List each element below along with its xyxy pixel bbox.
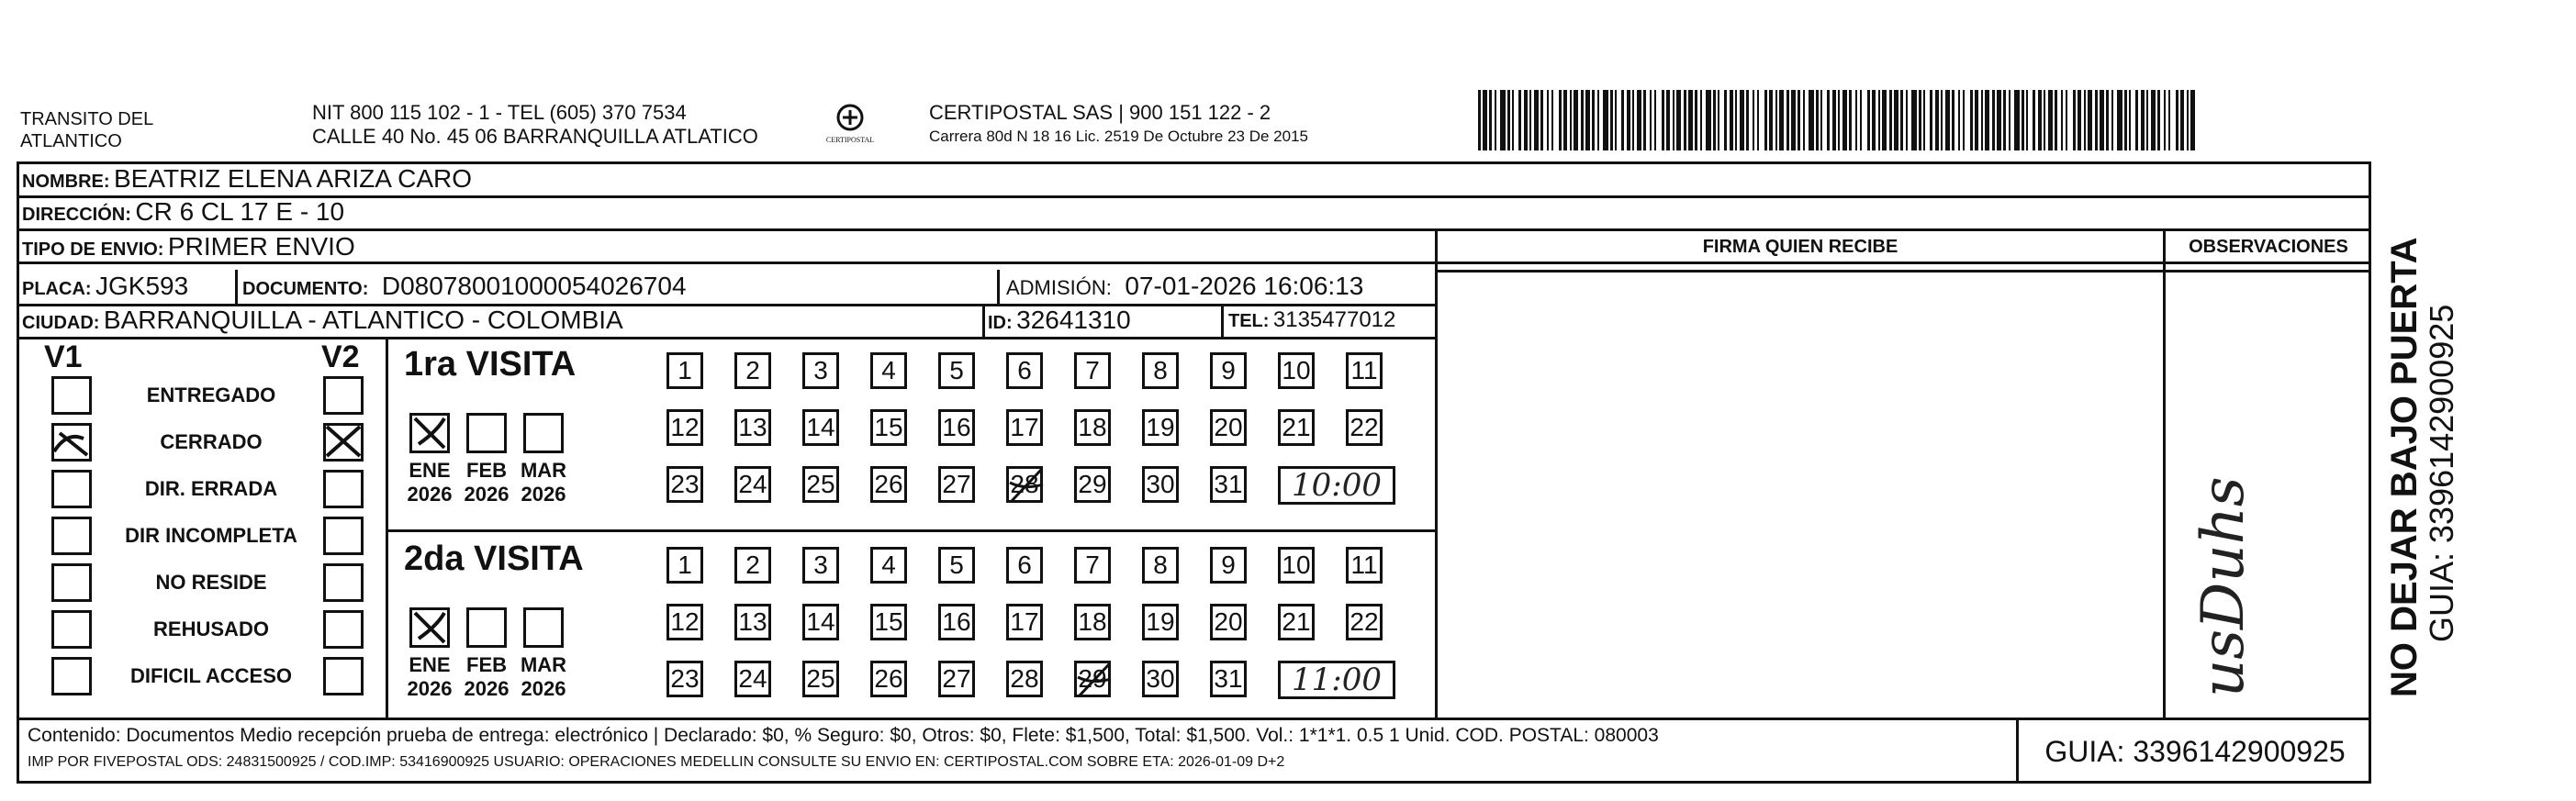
barcode-bar bbox=[1919, 90, 1921, 150]
v1-checkbox[interactable] bbox=[51, 563, 92, 602]
barcode-bar bbox=[1592, 90, 1595, 150]
month-checkbox[interactable] bbox=[523, 607, 564, 648]
admision-value: 07-01-2026 16:06:13 bbox=[1125, 272, 1364, 300]
barcode-bar bbox=[1676, 90, 1681, 150]
field-direccion: DIRECCIÓN: CR 6 CL 17 E - 10 bbox=[22, 197, 345, 226]
barcode-bar bbox=[1632, 90, 1634, 150]
barcode-bar bbox=[1688, 90, 1693, 150]
barcode-bar bbox=[1735, 90, 1737, 150]
barcode-bar bbox=[1832, 90, 1836, 150]
visit-title: 2da VISITA bbox=[404, 540, 584, 578]
barcode-bar bbox=[1551, 90, 1553, 150]
barcode-bar bbox=[1695, 90, 1697, 150]
barcode-bar bbox=[1621, 90, 1624, 150]
barcode-bar bbox=[1684, 90, 1686, 150]
barcode-bar bbox=[2190, 90, 2195, 150]
day-box[interactable]: 10 bbox=[1278, 547, 1315, 584]
barcode-bar bbox=[1495, 90, 1496, 150]
barcode-bar bbox=[1518, 90, 1521, 150]
side-guia: GUIA: 3396142900925 bbox=[2423, 304, 2460, 642]
day-box[interactable]: 6 bbox=[1006, 352, 1043, 389]
v1-checkbox[interactable] bbox=[51, 657, 92, 695]
barcode-bar bbox=[1992, 90, 1995, 150]
barcode-bar bbox=[2100, 90, 2104, 150]
barcode-bar bbox=[1753, 90, 1754, 150]
barcode-bar bbox=[2033, 90, 2035, 150]
barcode-bar bbox=[1500, 90, 1506, 150]
barcode-bar bbox=[1529, 90, 1531, 150]
barcode-bar bbox=[2117, 90, 2122, 150]
barcode-bar bbox=[2003, 90, 2006, 150]
barcode-bar bbox=[1855, 90, 1857, 150]
barcode-bar bbox=[1637, 90, 1641, 150]
day-box[interactable]: 20 bbox=[1210, 604, 1247, 640]
day-box[interactable]: 14 bbox=[802, 409, 839, 446]
barcode-bar bbox=[1718, 90, 1719, 150]
barcode-bar bbox=[1791, 90, 1796, 150]
barcode-bar bbox=[1610, 90, 1613, 150]
barcode-bar bbox=[1547, 90, 1549, 150]
tel-value: 3135477012 bbox=[1272, 307, 1396, 332]
barcode-bar bbox=[2164, 90, 2166, 150]
day-box[interactable]: 10 bbox=[1278, 352, 1315, 389]
barcode-bar bbox=[2111, 90, 2113, 150]
day-box[interactable]: 7 bbox=[1074, 547, 1111, 584]
barcode-bar bbox=[2187, 90, 2189, 150]
day-box[interactable]: 28 bbox=[1006, 661, 1043, 697]
barcode-bar bbox=[1524, 90, 1528, 150]
field-placa: PLACA: JGK593 bbox=[22, 272, 189, 300]
day-box[interactable]: 30 bbox=[1142, 661, 1179, 697]
day-box[interactable]: 27 bbox=[938, 466, 975, 503]
barcode-bar bbox=[1700, 90, 1702, 150]
day-box[interactable]: 2 bbox=[734, 547, 771, 584]
barcode-bar bbox=[1730, 90, 1733, 150]
v2-label: V2 bbox=[321, 339, 360, 374]
barcode-bar bbox=[1867, 90, 1870, 150]
barcode-bar bbox=[1706, 90, 1711, 150]
barcode-bar bbox=[1882, 90, 1887, 150]
status-label: CERRADO bbox=[160, 430, 263, 453]
day-box[interactable]: 31 bbox=[1210, 661, 1247, 697]
barcode-bar bbox=[1775, 90, 1777, 150]
month-checkbox[interactable] bbox=[466, 607, 507, 648]
barcode-bar bbox=[2129, 90, 2131, 150]
day-box[interactable]: 20 bbox=[1210, 409, 1247, 446]
certipostal-logo: CERTIPOSTAL bbox=[823, 99, 878, 150]
side-warning: NO DEJAR BAJO PUERTA bbox=[2384, 237, 2425, 697]
day-box[interactable]: 23 bbox=[666, 466, 703, 503]
barcode-bar bbox=[1803, 90, 1805, 150]
barcode-bar bbox=[1935, 90, 1939, 150]
day-box[interactable]: 1 bbox=[666, 352, 703, 389]
v2-checkbox[interactable] bbox=[323, 610, 364, 649]
barcode-bar bbox=[1597, 90, 1599, 150]
day-box[interactable]: 3 bbox=[802, 547, 839, 584]
day-box[interactable]: 15 bbox=[870, 604, 907, 640]
barcode-bar bbox=[2095, 90, 2098, 150]
footer-impresion: IMP POR FIVEPOSTAL ODS: 24831500925 / COD.IMP: 53416900925 USUARIO: OPERACIONES MEDELLIN CONSULTE SU ENVIO EN: CERTIPOSTAL.COM SOBRE ETA: 2026-01-09 D+2 bbox=[28, 754, 1285, 770]
barcode-bar bbox=[2022, 90, 2024, 150]
day-box[interactable]: 13 bbox=[734, 604, 771, 640]
field-nombre: NOMBRE: BEATRIZ ELENA ARIZA CARO bbox=[22, 164, 473, 193]
barcode-bar bbox=[1769, 90, 1773, 150]
barcode-bar bbox=[2176, 90, 2178, 150]
barcode-bar bbox=[1713, 90, 1716, 150]
barcode-bar bbox=[1860, 90, 1862, 150]
barcode-bar bbox=[1889, 90, 1892, 150]
barcode-bar bbox=[2135, 90, 2138, 150]
barcode-bar bbox=[2026, 90, 2028, 150]
day-box[interactable]: 18 bbox=[1074, 604, 1111, 640]
v1-checkbox[interactable] bbox=[51, 610, 92, 649]
day-box[interactable]: 2 bbox=[734, 352, 771, 389]
barcode-bar bbox=[1507, 90, 1510, 150]
status-label: NO RESIDE bbox=[155, 571, 267, 594]
barcode-bar bbox=[1906, 90, 1908, 150]
barcode-bar bbox=[1540, 90, 1543, 150]
barcode-bar bbox=[1816, 90, 1819, 150]
v1-checkbox[interactable] bbox=[51, 470, 92, 508]
barcode-bar bbox=[1534, 90, 1539, 150]
v1-checkbox[interactable] bbox=[51, 376, 92, 415]
status-label: DIR INCOMPLETA bbox=[125, 524, 297, 547]
barcode-bar bbox=[2055, 90, 2057, 150]
barcode-bar bbox=[2014, 90, 2020, 150]
day-box[interactable]: 1 bbox=[666, 547, 703, 584]
v2-checkbox[interactable] bbox=[323, 563, 364, 602]
barcode-bar bbox=[1997, 90, 2001, 150]
barcode-bar bbox=[2088, 90, 2092, 150]
barcode-bar bbox=[1838, 90, 1840, 150]
barcode-bar bbox=[1581, 90, 1584, 150]
barcode-bar bbox=[1559, 90, 1562, 150]
barcode-bar bbox=[2106, 90, 2109, 150]
visit-title: 1ra VISITA bbox=[404, 345, 577, 384]
barcode-bar bbox=[1512, 90, 1514, 150]
barcode-bar bbox=[1958, 90, 1960, 150]
barcode-bar bbox=[1878, 90, 1880, 150]
day-box[interactable]: 16 bbox=[938, 604, 975, 640]
ciudad-value: BARRANQUILLA - ATLANTICO - COLOMBIA bbox=[103, 306, 623, 334]
month-label: FEB 2026 bbox=[464, 459, 510, 506]
day-box[interactable]: 22 bbox=[1346, 604, 1383, 640]
status-label: REHUSADO bbox=[153, 617, 269, 640]
barcode-bar bbox=[2048, 90, 2053, 150]
status-label: ENTREGADO bbox=[146, 384, 276, 406]
barcode-bar bbox=[2078, 90, 2081, 150]
barcode-bar bbox=[2180, 90, 2184, 150]
barcode bbox=[1478, 90, 2194, 150]
barcode-bar bbox=[1970, 90, 1973, 150]
barcode-bar bbox=[1764, 90, 1767, 150]
barcode-bar bbox=[1478, 90, 1481, 150]
barcode-bar bbox=[1941, 90, 1943, 150]
org-contact: NIT 800 115 102 - 1 - TEL (605) 370 7534 CALLE 40 No. 45 06 BARRANQUILLA ATLATICO bbox=[312, 101, 758, 148]
day-box[interactable]: 19 bbox=[1142, 409, 1179, 446]
barcode-bar bbox=[2073, 90, 2076, 150]
barcode-bar bbox=[1746, 90, 1749, 150]
barcode-bar bbox=[1985, 90, 1989, 150]
firma-header: FIRMA QUIEN RECIBE bbox=[1702, 237, 1898, 257]
barcode-bar bbox=[1615, 90, 1617, 150]
month-checkbox[interactable] bbox=[466, 413, 507, 453]
barcode-bar bbox=[1827, 90, 1830, 150]
barcode-bar bbox=[1654, 90, 1656, 150]
field-documento: DOCUMENTO: D08078001000054026704 bbox=[242, 272, 687, 300]
field-admision: ADMISIÓN: 07-01-2026 16:06:13 bbox=[1006, 272, 1364, 300]
org-name: TRANSITO DEL ATLANTICO bbox=[20, 109, 154, 151]
day-box[interactable]: 4 bbox=[870, 352, 907, 389]
barcode-bar bbox=[1779, 90, 1784, 150]
visit-time: 10:00 bbox=[1278, 466, 1395, 505]
barcode-bar bbox=[1570, 90, 1572, 150]
day-box[interactable]: 21 bbox=[1278, 604, 1315, 640]
day-box[interactable]: 29 bbox=[1074, 466, 1111, 503]
month-label: MAR 2026 bbox=[520, 653, 567, 700]
barcode-bar bbox=[2157, 90, 2160, 150]
barcode-bar bbox=[1662, 90, 1664, 150]
v2-checkbox[interactable] bbox=[323, 423, 364, 462]
barcode-bar bbox=[1930, 90, 1932, 150]
barcode-bar bbox=[1757, 90, 1759, 150]
barcode-bar bbox=[1963, 90, 1965, 150]
placa-value: JGK593 bbox=[95, 272, 189, 300]
barcode-bar bbox=[1975, 90, 1978, 150]
day-box[interactable]: 24 bbox=[734, 661, 771, 697]
month-label: MAR 2026 bbox=[520, 459, 567, 506]
nombre-value: BEATRIZ ELENA ARIZA CARO bbox=[114, 164, 473, 193]
day-box[interactable]: 22 bbox=[1346, 409, 1383, 446]
day-box[interactable]: 6 bbox=[1006, 547, 1043, 584]
barcode-bar bbox=[1786, 90, 1789, 150]
day-box[interactable]: 23 bbox=[666, 661, 703, 697]
month-label: FEB 2026 bbox=[464, 653, 510, 700]
month-checkbox[interactable] bbox=[409, 607, 450, 648]
barcode-bar bbox=[1849, 90, 1852, 150]
day-box[interactable]: 8 bbox=[1142, 352, 1179, 389]
v1-checkbox[interactable] bbox=[51, 423, 92, 462]
barcode-bar bbox=[2151, 90, 2156, 150]
tipo-envio-value: PRIMER ENVIO bbox=[167, 232, 355, 261]
barcode-bar bbox=[1740, 90, 1744, 150]
day-box[interactable]: 11 bbox=[1346, 352, 1383, 389]
barcode-bar bbox=[1911, 90, 1917, 150]
barcode-bar bbox=[1724, 90, 1727, 150]
barcode-bar bbox=[1563, 90, 1567, 150]
barcode-bar bbox=[1923, 90, 1925, 150]
day-box[interactable]: 29 bbox=[1074, 661, 1111, 697]
v2-checkbox[interactable] bbox=[323, 657, 364, 695]
documento-value: D08078001000054026704 bbox=[381, 272, 687, 300]
barcode-bar bbox=[2009, 90, 2010, 150]
day-box[interactable]: 28 bbox=[1006, 466, 1043, 503]
barcode-bar bbox=[1952, 90, 1954, 150]
day-box[interactable]: 11 bbox=[1346, 547, 1383, 584]
month-checkbox[interactable] bbox=[409, 413, 450, 453]
barcode-bar bbox=[1574, 90, 1578, 150]
company-info: CERTIPOSTAL SAS | 900 151 122 - 2 Carrera 80d N 18 16 Lic. 2519 De Octubre 23 De 2015 bbox=[929, 101, 1308, 145]
v2-checkbox[interactable] bbox=[323, 470, 364, 508]
day-box[interactable]: 31 bbox=[1210, 466, 1247, 503]
barcode-bar bbox=[1872, 90, 1876, 150]
day-box[interactable]: 3 bbox=[802, 352, 839, 389]
v1-label: V1 bbox=[44, 339, 83, 374]
barcode-bar bbox=[2038, 90, 2042, 150]
barcode-bar bbox=[1643, 90, 1646, 150]
barcode-bar bbox=[2061, 90, 2063, 150]
field-tel: TEL: 3135477012 bbox=[1228, 307, 1396, 332]
barcode-bar bbox=[2141, 90, 2145, 150]
month-label: ENE 2026 bbox=[407, 653, 453, 700]
v1-checkbox[interactable] bbox=[51, 517, 92, 555]
id-value: 32641310 bbox=[1016, 306, 1131, 334]
barcode-bar bbox=[2124, 90, 2127, 150]
barcode-bar bbox=[1894, 90, 1898, 150]
barcode-bar bbox=[1809, 90, 1814, 150]
day-box[interactable]: 21 bbox=[1278, 409, 1315, 446]
field-ciudad: CIUDAD: BARRANQUILLA - ATLANTICO - COLOMBIA bbox=[22, 306, 623, 334]
barcode-bar bbox=[1900, 90, 1903, 150]
barcode-bar bbox=[1585, 90, 1590, 150]
day-box[interactable]: 24 bbox=[734, 466, 771, 503]
day-box[interactable]: 8 bbox=[1142, 547, 1179, 584]
status-label: DIFICIL ACCESO bbox=[129, 664, 292, 687]
barcode-bar bbox=[2044, 90, 2045, 150]
day-box[interactable]: 12 bbox=[666, 409, 703, 446]
barcode-bar bbox=[1627, 90, 1630, 150]
day-box[interactable]: 30 bbox=[1142, 466, 1179, 503]
month-label: ENE 2026 bbox=[407, 459, 453, 506]
day-box[interactable]: 9 bbox=[1210, 547, 1247, 584]
day-box[interactable]: 25 bbox=[802, 466, 839, 503]
field-id: ID: 32641310 bbox=[988, 306, 1131, 334]
day-box[interactable]: 14 bbox=[802, 604, 839, 640]
day-box[interactable]: 9 bbox=[1210, 352, 1247, 389]
barcode-bar bbox=[2084, 90, 2086, 150]
barcode-bar bbox=[1842, 90, 1847, 150]
day-box[interactable]: 15 bbox=[870, 409, 907, 446]
field-tipo-envio: TIPO DE ENVIO: PRIMER ENVIO bbox=[22, 232, 355, 261]
barcode-bar bbox=[1673, 90, 1674, 150]
day-box[interactable]: 7 bbox=[1074, 352, 1111, 389]
barcode-bar bbox=[2146, 90, 2148, 150]
day-box[interactable]: 12 bbox=[666, 604, 703, 640]
day-box[interactable]: 4 bbox=[870, 547, 907, 584]
day-box[interactable]: 26 bbox=[870, 466, 907, 503]
status-label: DIR. ERRADA bbox=[144, 477, 278, 500]
barcode-bar bbox=[1603, 90, 1608, 150]
guia-box: GUIA: 3396142900925 bbox=[2044, 735, 2346, 768]
day-box[interactable]: 17 bbox=[1006, 409, 1043, 446]
direccion-value: CR 6 CL 17 E - 10 bbox=[135, 197, 345, 226]
visit-time: 11:00 bbox=[1278, 661, 1395, 699]
day-box[interactable]: 13 bbox=[734, 409, 771, 446]
barcode-bar bbox=[1650, 90, 1652, 150]
v2-checkbox[interactable] bbox=[323, 376, 364, 415]
observaciones-header: OBSERVACIONES bbox=[2189, 237, 2348, 257]
barcode-bar bbox=[2066, 90, 2067, 150]
observaciones-handwriting: usDuhs bbox=[2190, 476, 2257, 697]
day-box[interactable]: 19 bbox=[1142, 604, 1179, 640]
barcode-bar bbox=[1945, 90, 1950, 150]
day-box[interactable]: 17 bbox=[1006, 604, 1043, 640]
barcode-bar bbox=[1820, 90, 1822, 150]
day-box[interactable]: 18 bbox=[1074, 409, 1111, 446]
day-box[interactable]: 5 bbox=[938, 547, 975, 584]
day-box[interactable]: 26 bbox=[870, 661, 907, 697]
day-box[interactable]: 25 bbox=[802, 661, 839, 697]
barcode-bar bbox=[2168, 90, 2170, 150]
barcode-bar bbox=[1483, 90, 1487, 150]
month-checkbox[interactable] bbox=[523, 413, 564, 453]
day-box[interactable]: 27 bbox=[938, 661, 975, 697]
barcode-bar bbox=[1798, 90, 1800, 150]
v2-checkbox[interactable] bbox=[323, 517, 364, 555]
barcode-bar bbox=[1489, 90, 1492, 150]
footer-contenido: Contenido: Documentos Medio recepción prueba de entrega: electrónico | Declarado: $0, % Seguro: $0, Otros: $0, Flete: $1,500, Total: $1,500. Vol.: 1*1*1. 0.5 1 Unid. COD. POSTAL: 080003 bbox=[28, 725, 1659, 746]
day-box[interactable]: 5 bbox=[938, 352, 975, 389]
day-box[interactable]: 16 bbox=[938, 409, 975, 446]
barcode-bar bbox=[1666, 90, 1670, 150]
barcode-bar bbox=[1981, 90, 1983, 150]
